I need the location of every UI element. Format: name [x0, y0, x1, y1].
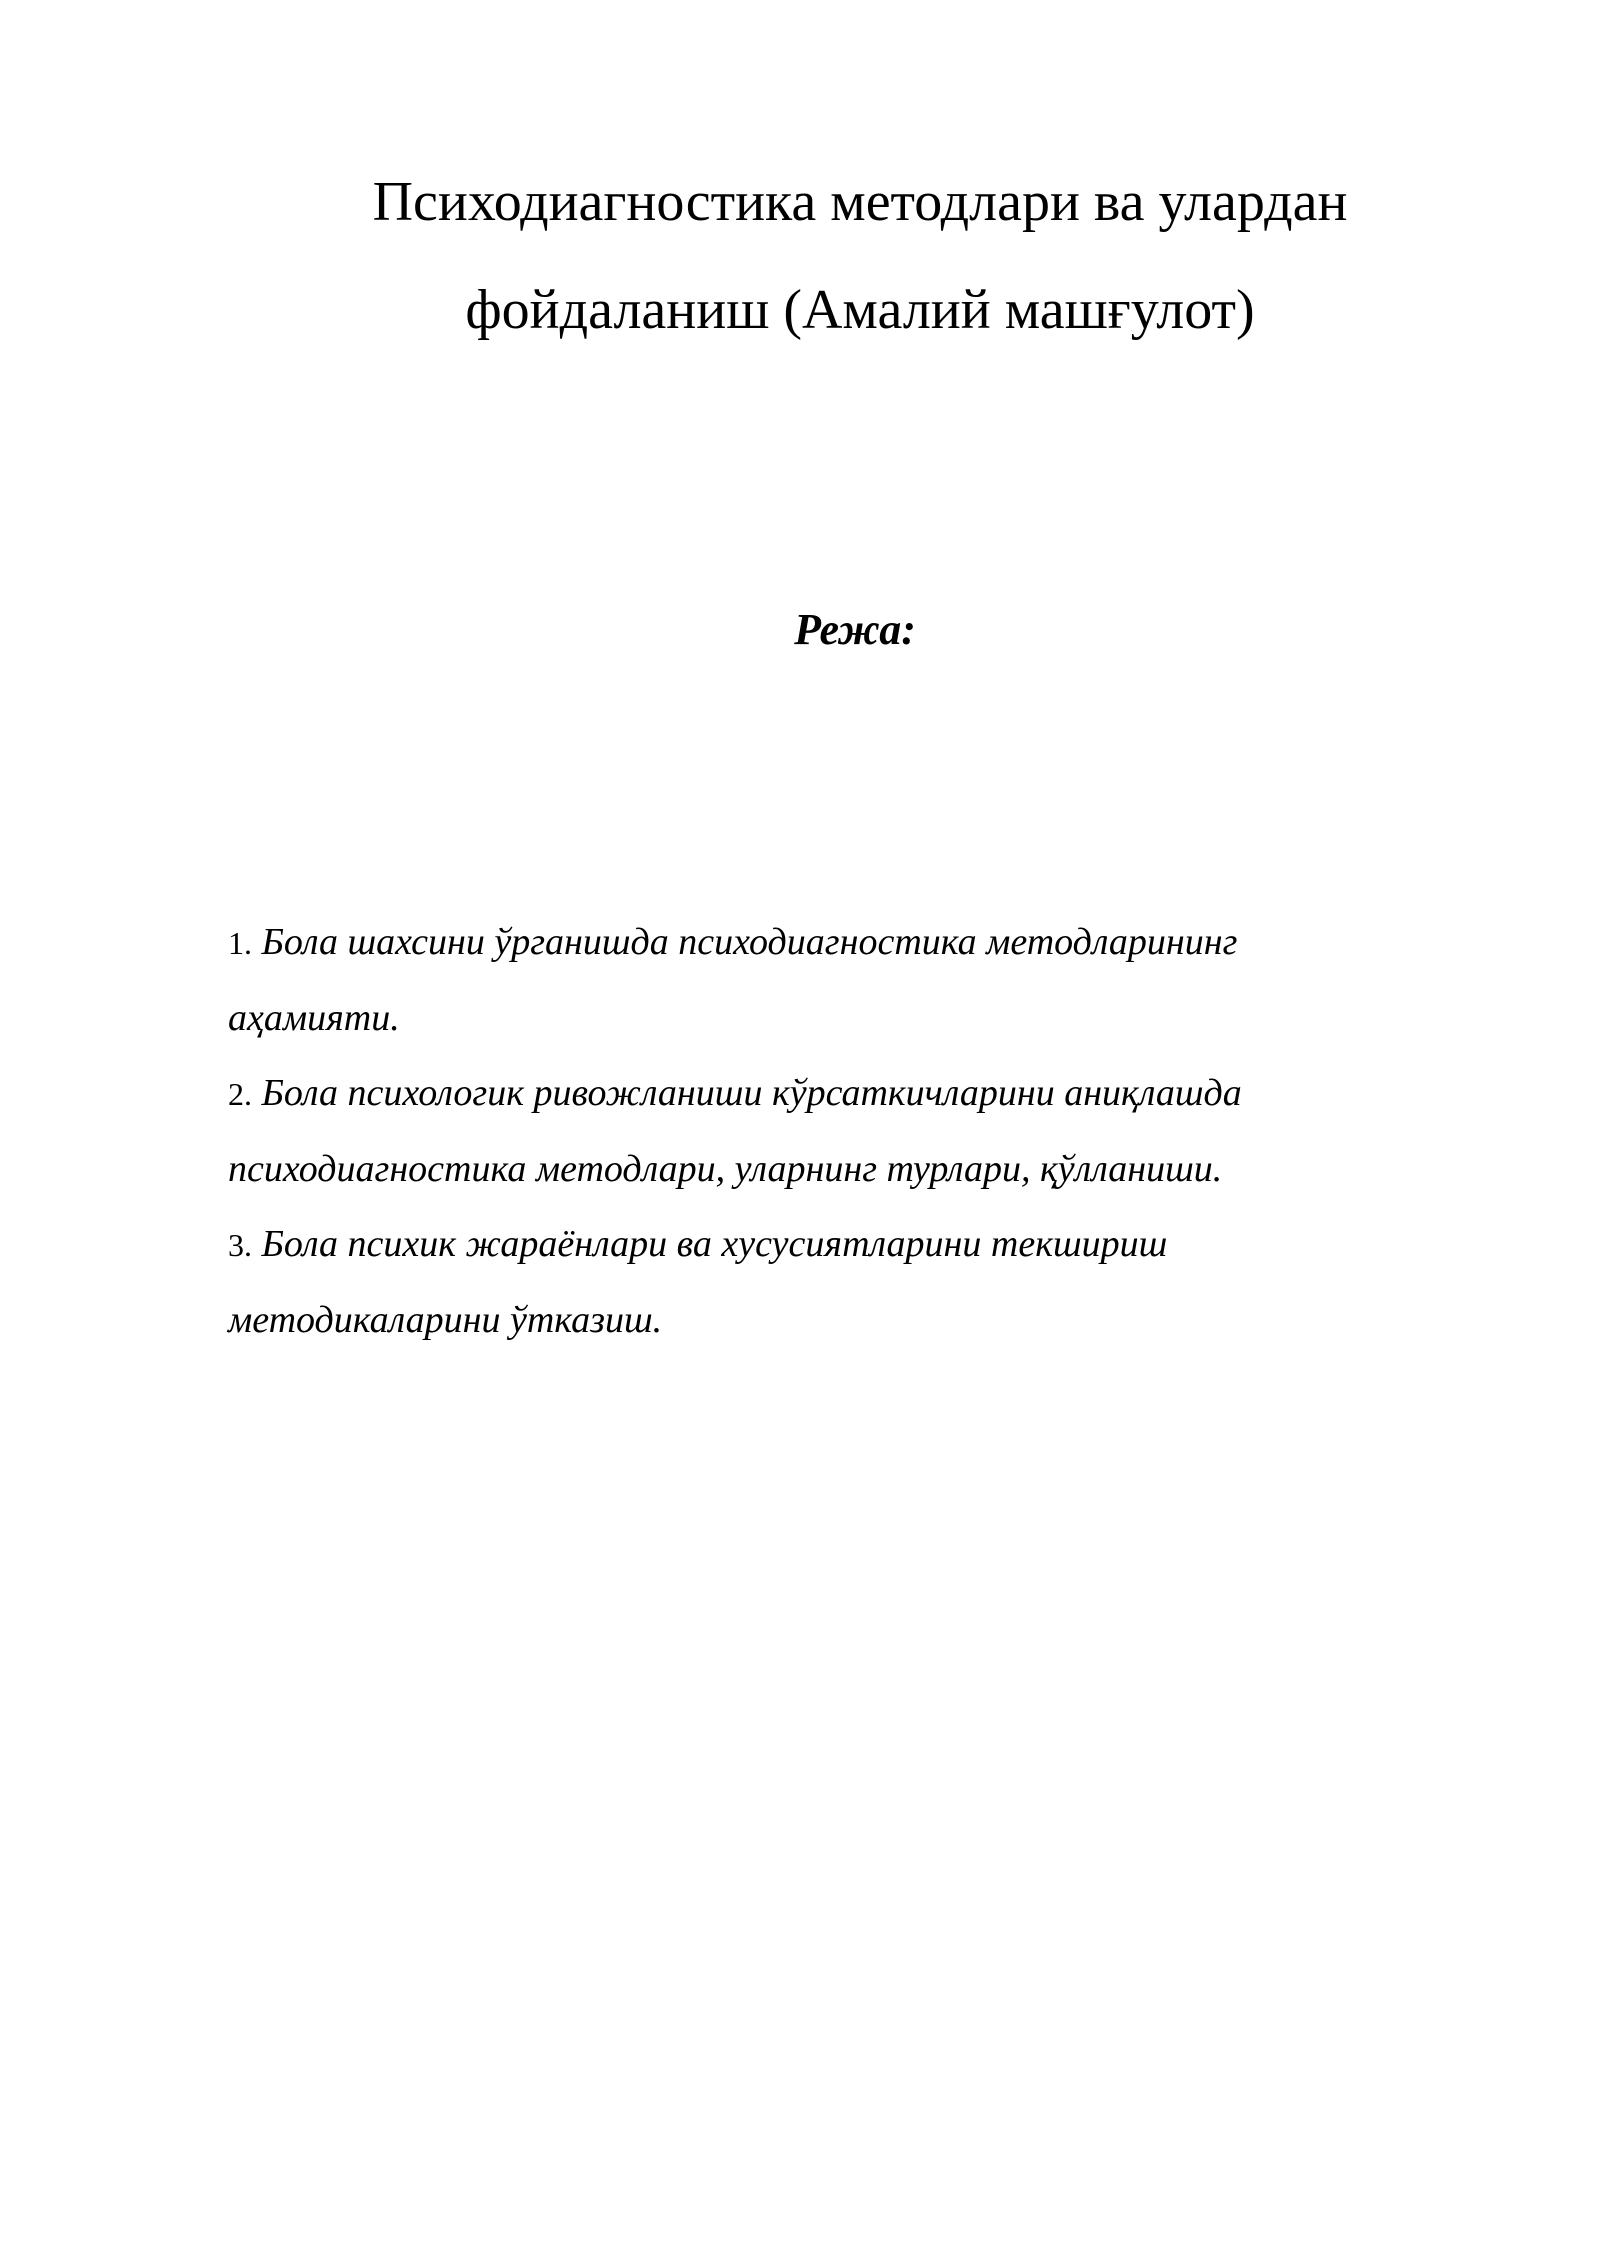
plan-heading: Режа: — [794, 605, 916, 654]
plan-item-number: 3. — [228, 1227, 252, 1263]
plan-item-3 — [228, 1207, 1438, 1358]
plan-item-number: 1. — [228, 925, 252, 961]
plan-item-text: Бола шахсини ўрганишда психодиагностика методларининг — [261, 921, 1238, 963]
title-line-2: фойдаланиш (Амалий машғулот) — [465, 279, 1255, 341]
plan-list — [228, 905, 1438, 1358]
plan-item-text-continued: психодиагностика методлари, уларнинг турлари, қўлланиши. — [228, 1148, 1223, 1190]
plan-item-text-continued: аҳамияти. — [228, 997, 400, 1039]
plan-item-text: Бола психологик ривожланиши кўрсаткичларини аниқлашда — [261, 1072, 1242, 1114]
document-title — [250, 148, 1470, 364]
plan-item-text-continued: методикаларини ўтказиш. — [228, 1299, 663, 1341]
plan-item-line — [228, 1207, 1438, 1283]
plan-item-number: 2. — [228, 1076, 252, 1112]
plan-item-text: Бола психик жараёнлари ва хусусиятларини текшириш — [261, 1223, 1168, 1265]
plan-item-line — [228, 1056, 1438, 1132]
title-line-1: Психодиагностика методлари ва улардан — [372, 171, 1348, 233]
plan-item-2 — [228, 1056, 1438, 1207]
plan-item-line — [228, 905, 1438, 981]
plan-item-1 — [228, 905, 1438, 1056]
